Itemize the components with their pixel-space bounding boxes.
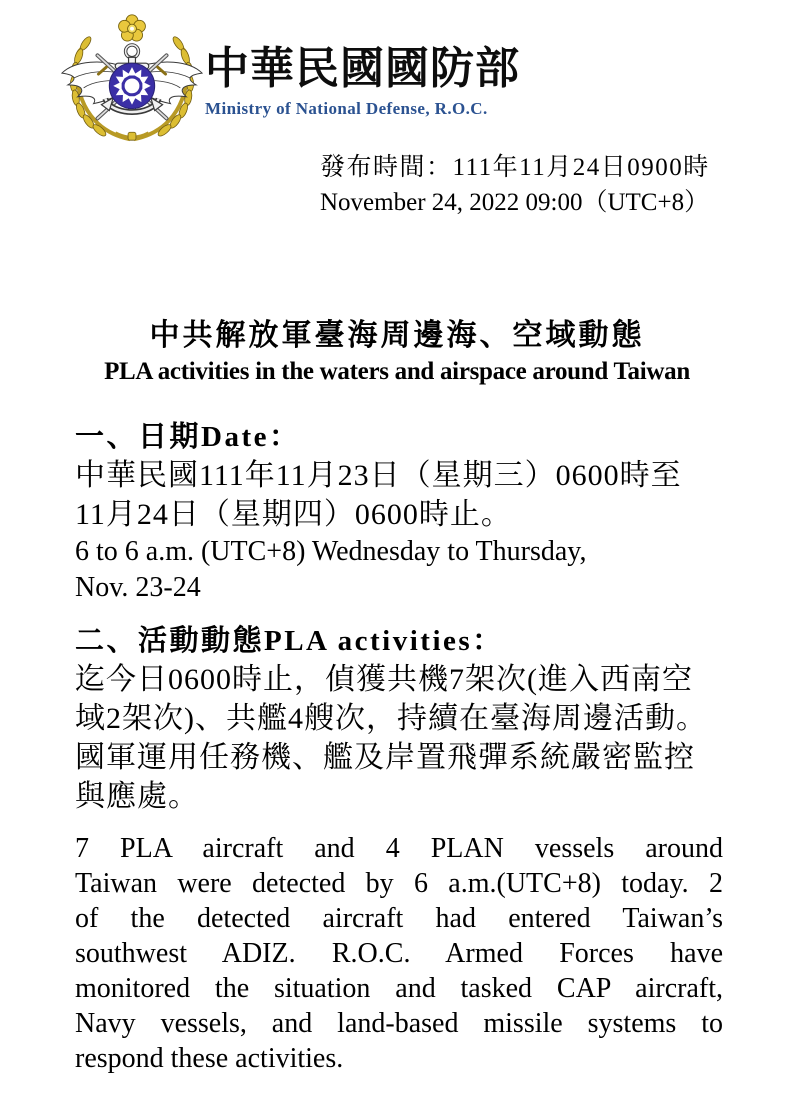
header xyxy=(205,42,625,119)
section-date xyxy=(75,418,727,606)
activities-line-zh: 國軍運用任務機、艦及岸置飛彈系統嚴密監控 xyxy=(75,741,695,774)
release-time-zh: 發布時間：111年11月24日0900時 xyxy=(320,154,710,181)
section-activities-heading: 二、活動動態PLA activities： xyxy=(75,625,504,657)
mnd-emblem-icon xyxy=(58,13,206,145)
date-line-en: Nov. 23-24 xyxy=(75,572,201,603)
section-date-heading: 一、日期Date： xyxy=(75,421,301,453)
activities-line-zh: 與應處。 xyxy=(75,780,199,813)
date-line-zh: 11月24日（星期四）0600時止。 xyxy=(75,498,512,531)
summary-line: Taiwan were detected by 6 a.m.(UTC+8) today. 2 xyxy=(75,868,723,899)
document-title-zh: 中共解放軍臺海周邊海、空域動態 xyxy=(149,319,645,352)
activities-line-zh: 域2架次)、共艦4艘次，持續在臺海周邊活動。 xyxy=(75,702,707,735)
english-summary-paragraph xyxy=(75,831,723,1076)
mnd-emblem-logo xyxy=(58,13,206,145)
summary-line: southwest ADIZ. R.O.C. Armed Forces have xyxy=(75,938,723,969)
ministry-title-en: Ministry of National Defense, R.O.C. xyxy=(205,99,488,118)
date-line-zh: 中華民國111年11月23日（星期三）0600時至 xyxy=(75,459,682,492)
activities-line-zh: 迄今日0600時止，偵獲共機7架次(進入西南空 xyxy=(75,663,693,696)
release-time-en: November 24, 2022 09:00（UTC+8） xyxy=(320,189,710,216)
summary-line: 7 PLA aircraft and 4 PLAN vessels around xyxy=(75,833,723,864)
document-title-en: PLA activities in the waters and airspace around Taiwan xyxy=(104,358,690,385)
release-time xyxy=(320,150,710,220)
summary-line: monitored the situation and tasked CAP aircraft, xyxy=(75,973,723,1004)
summary-line: Navy vessels, and land-based missile systems to xyxy=(75,1008,723,1039)
summary-line: of the detected aircraft had entered Taiwan’s xyxy=(75,903,723,934)
ministry-title-zh: 中華民國國防部 xyxy=(205,44,520,93)
section-activities xyxy=(75,622,727,816)
summary-line: respond these activities. xyxy=(75,1043,344,1074)
document-title xyxy=(0,316,794,388)
date-line-en: 6 to 6 a.m. (UTC+8) Wednesday to Thursday, xyxy=(75,536,587,567)
